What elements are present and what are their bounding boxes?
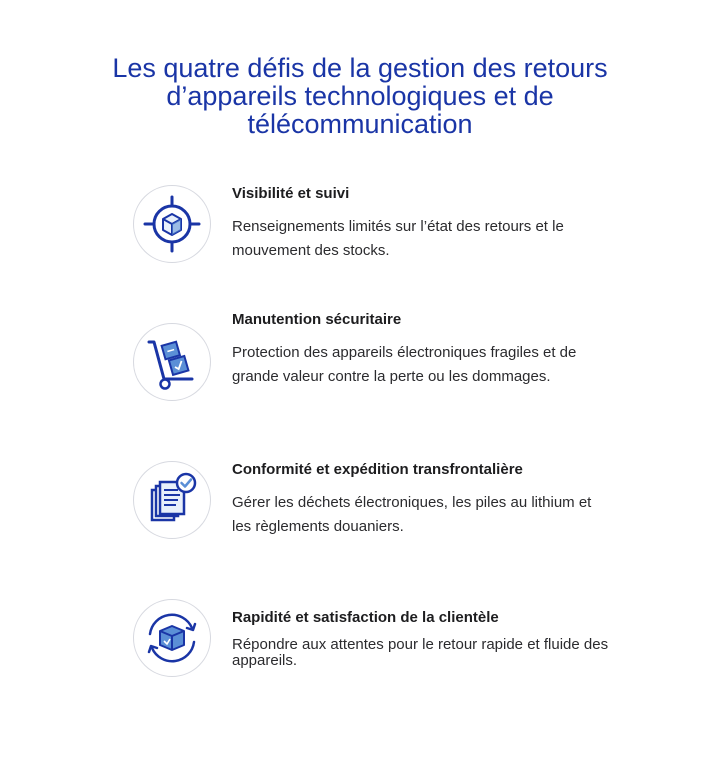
documents-check-icon <box>133 461 211 539</box>
item-heading: Manutention sécuritaire <box>232 311 402 328</box>
item-heading: Visibilité et suivi <box>232 185 350 202</box>
box-cycle-icon <box>133 599 211 677</box>
item-description: Gérer les déchets électroniques, les piles au lithium et les règlements douaniers. <box>232 494 592 535</box>
page-title: Les quatre défis de la gestion des retours d’appareils technologiques et de télécommunication <box>112 53 608 139</box>
item-description: Renseignements limités sur l’état des retours et le mouvement des stocks. <box>232 218 564 259</box>
hand-truck-icon <box>133 323 211 401</box>
item-heading: Conformité et expédition transfrontalière <box>232 461 523 478</box>
item-description: Protection des appareils électroniques fragiles et de grande valeur contre la perte ou les dommages. <box>232 344 577 385</box>
target-box-icon <box>133 185 211 263</box>
item-description: Répondre aux attentes pour le retour rapide et fluide des appareils. <box>232 636 609 669</box>
item-heading: Rapidité et satisfaction de la clientèle <box>232 609 499 626</box>
